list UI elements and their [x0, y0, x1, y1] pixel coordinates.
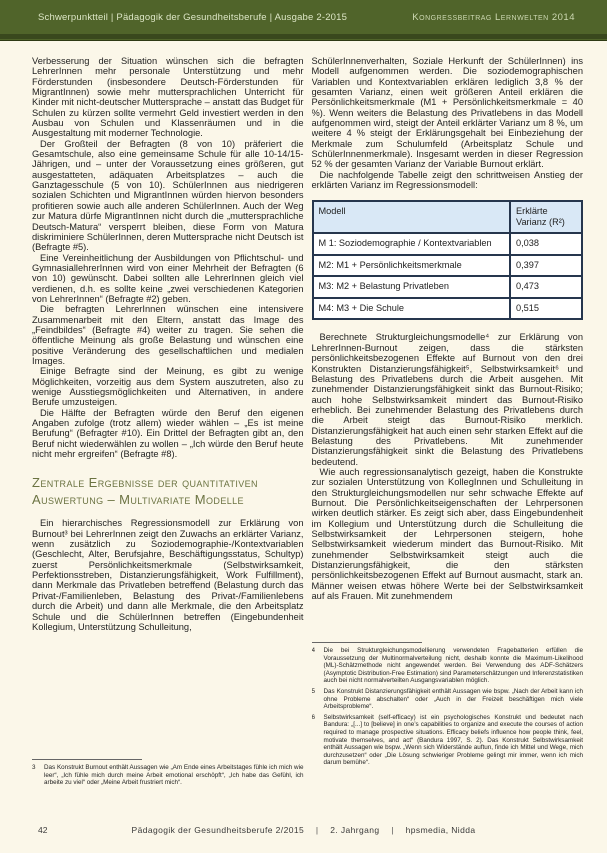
paragraph: SchülerInnenverhalten, Soziale Herkunft der SchülerInnen) ins Modell aufgenommen werden. Die soziodemographischen Variablen und Kontextvariablen erklären lediglich 3,8 % der gesamten Varianz, einen weit größeren Anteil erklären die Persönlichkeitsmerkmale (M1 + Persönlichkeitsmerkmale = 40 %). Wenn weiters die Belastung des Privatlebens in das Modell aufgenommen wird, steigt der Anteil erklärter Varianz um 8 %, um weitere 4 % steigt der Erklärungsgehalt bei Einbeziehung der Merkmale zum Schulumfeld (Arbeitsplatz Schule und SchülerInnenmerkmale). Insgesamt werden in dieser Regression 52 % der gesamten Varianz der Variable Burnout erklärt. — [311, 56, 583, 170]
footer-separator: | — [315, 825, 319, 835]
footnote-number: 6 — [311, 713, 316, 721]
table-cell-r2: 0,038 — [510, 233, 582, 255]
footnotes-right — [312, 642, 584, 770]
table-row — [313, 276, 583, 298]
section-heading: Zentrale Ergebnisse der quantitativen Auswertung – Multivariate Modelle — [32, 475, 258, 508]
variance-table — [312, 200, 584, 320]
footnote-number: 3 — [32, 764, 36, 771]
footer-publisher: hpsmedia, Nidda — [405, 825, 476, 835]
footnote-text: Selbstwirksamkeit (self-efficacy) ist ein psychologisches Konstrukt und bedeutet nach Bandura: „[...] to [believe] in one’s capabilities to organize and execute the courses of action required to manage prospective situations. Efficacy beliefs influence how people think, feel, motivate themselves, and act“ (Bandura 1997, S. 2). Das Konstrukt Selbstwirksamkeit enthält Aussagen wie bspw. „Wenn sich Widerstände auftun, finde ich Mittel und Wege, mich durchzusetzen“ oder „Die Lösung schwieriger Probleme gelingt mir immer, wenn ich mich darum bemühe“. — [323, 713, 583, 767]
paragraph: Wie auch regressionsanalytisch gezeigt, haben die Konstrukte zur sozialen Unterstützung von KollegInnen und Schulleitung in den Strukturgleichungsmodellen nur sehr schwache Effekte auf Burnout. Die Persönlichkeitseigenschaften der Lehrpersonen wirken deutlich stärker. Es zeigt sich aber, dass Eingebundenheit im Kollegium und Unterstützung durch die Schulleitung die Selbstwirksamkeit der Lehrpersonen steigern, hohe Selbstwirksamkeit wiederum mindert das Burnout-Risiko. Mit zunehmender Selbstwirksamkeit steigt auch die Distanzierungsfähigkeit, die den stärksten persönlichkeitsbezogenen Effekt auf Burnout ausmacht, stark an. Männer weisen etwas höhere Werte bei der Selbstwirksamkeit auf als Frauen. Mit zunehmendem — [311, 466, 583, 602]
table-header-model: Modell — [313, 201, 511, 233]
right-column — [312, 56, 584, 817]
page-footer — [0, 825, 607, 837]
footnote — [32, 764, 304, 787]
footer-separator: | — [391, 825, 394, 835]
header-congress-tag: Kongressbeitrag Lernwelten 2014 — [412, 12, 575, 23]
paragraph: Eine Vereinheitlichung der Ausbildungen von Pflichtschul- und GymnasiallehrerInnen wird von einer Mehrheit der Befragten (6 von 10) gewünscht. Dabei sollten alle LehrerInnen gleich viel verdienen, d.h. es sollte keine „zwei verschiedenen Kategorien von LehrerInnen“ (Befragte #2) geben. — [32, 252, 304, 304]
footnote-separator-rule — [312, 642, 422, 643]
article-body — [32, 56, 583, 817]
table-header-row — [313, 201, 583, 233]
table-row — [313, 255, 583, 277]
footnote — [312, 714, 584, 767]
table-row — [313, 298, 583, 320]
footer-journal-title: Pädagogik der Gesundheitsberufe 2/2015 — [131, 825, 305, 835]
paragraph: Die Hälfte der Befragten würde den Beruf den eigenen Angaben zufolge (trotz allem) wieder wählen – „Es ist meine Berufung“ (Befragter #10). Ein Drittel der Befragten gibt an, den Beruf nicht wiederwählen zu wollen – „Ich würde den Beruf heute nicht mehr ergreifen“ (Befragte #8). — [32, 407, 304, 460]
table-cell-model: M2: M1 + Persönlichkeitsmerkmale — [313, 255, 511, 277]
table-cell-model: M 1: Soziodemographie / Kontextvariablen — [313, 233, 511, 255]
paragraph: Verbesserung der Situation wünschen sich die befragten LehrerInnen mehr personale Unterstützung und mehr Förderstunden (insbesondere Deutsch-Förderstunden für MigrantInnen) sowie mehr muttersprachlichen Unterricht für Kinder mit nicht-deutscher Muttersprache – anstatt das Budget für Schulen zu kürzen sollte vermehrt Geld investiert werden in den Ausbau von Schulen und Klassenräumen und in die Ausgestaltung mit moderner Technologie. — [32, 56, 304, 139]
footer-volume: 2. Jahrgang — [330, 825, 380, 835]
paragraph: Die befragten LehrerInnen wünschen eine intensivere Zusammenarbeit mit den Eltern, anstatt das Image des „Feindbildes“ (Befragte #4) weiter zu tragen. Sie sehen die öffentliche Meinung als große Belastung und wünschen eine positive Veränderung des gesellschaftlichen und medialen Images. — [32, 304, 304, 366]
paragraph: Der Großteil der Befragten (8 von 10) präferiert die Gesamtschule, also eine gemeinsame Schule für alle 10-14/15-Jährigen, und – unter der Voraussetzung eines größeren, gut ausgestatteten, adäquaten Arbeitsplatzes – auch die Ganztagesschule (5 von 10). SchülerInnen aus niedrigeren sozialen Schichten und MigrantInnen würden hiervon besonders profitieren sowie auch alle anderen SchülerInnen. Auch der Weg zur Matura dürfe MigrantInnen nicht durch die „muttersprachliche Deutsch-Matura“ versperrt bleiben, diese Form von Matura diskriminiere SchülerInnen, deren Muttersprache nicht Deutsch ist (Befragte #5). — [32, 138, 304, 253]
page-header-bar — [0, 0, 607, 41]
footnote-text: Das Konstrukt Burnout enthält Aussagen wie „Am Ende eines Arbeitstages fühle ich mich wie leer“, „Ich fühle mich durch meine Arbeit emotional erschöpft“, „Ich habe das Gefühl, ich arbeite zu viel“ oder „Meine Arbeit frustriert mich“. — [44, 764, 304, 787]
footnote-number: 5 — [311, 687, 316, 695]
table-cell-r2: 0,515 — [510, 298, 582, 320]
left-column — [32, 56, 304, 817]
footnote-separator-rule — [32, 759, 142, 760]
footnote — [312, 688, 584, 711]
footnote-text: Das Konstrukt Distanzierungsfähigkeit enthält Aussagen wie bspw. „Nach der Arbeit kann ich ohne Probleme abschalten“ oder „Auch in der Freizeit beschäftigen mich viele Arbeitsprobleme“. — [323, 687, 583, 711]
page-number: 42 — [38, 825, 48, 835]
table-cell-model: M4: M3 + Die Schule — [313, 298, 511, 320]
table-cell-r2: 0,473 — [510, 276, 582, 298]
paragraph: Berechnete Strukturgleichungsmodelle⁴ zur Erklärung von LehrerInnen-Burnout zeigen, dass die stärksten persönlichkeitsbezogenen Effekte auf Burnout von den drei Konstrukten Distanzierungsfähigkeit⁵, Selbstwirksamkeit⁶ und Belastung des Privatlebens durch die Arbeit ausgehen. Mit zunehmender Distanzierungsfähigkeit sinkt das Burnout-Risiko; auch hohe Selbstwirksamkeit mindert das Burnout-Risiko erheblich. Bei zunehmender Belastung des Privatlebens durch die Arbeit steigt das Burnout-Risiko merklich. Distanzierungsfähigkeit hat auch einen sehr starken Effekt auf die Belastung des Privatlebens. Mit zunehmender Distanzierungsfähigkeit sinkt die Belastung des Privatlebens bedeutend. — [311, 332, 583, 467]
footnote-number: 4 — [311, 647, 316, 654]
header-breadcrumb: Schwerpunktteil | Pädagogik der Gesundheitsberufe | Ausgabe 2-2015 — [38, 12, 348, 23]
paragraph: Einige Befragte sind der Meinung, es gibt zu wenige Möglichkeiten, vorzeitig aus dem System auszutreten, also zu wenige Ausstiegsmöglichkeiten und Alternativen, in andere Berufe umzusteigen. — [32, 366, 304, 408]
footnote-text: Die bei Strukturgleichungsmodellierung verwendeten Fragebatterien erfüllen die Voraussetzung der Multinormalverteilung nicht, deshalb konnte die Maximum-Likelihood (ML)-Schätzmethode nicht angewendet werden. Bei Verwendung des ADF-Schätzers (Asymptotic Distribution-Free Estimation) sind Parameterschätzungen und Inferenzstatistiken auch bei nicht normalverteilten Ausgangsvariablen möglich. — [323, 647, 583, 685]
table-cell-r2: 0,397 — [510, 255, 582, 277]
paragraph: Ein hierarchisches Regressionsmodell zur Erklärung von Burnout³ bei LehrerInnen zeigt den Zuwachs an erklärter Varianz, wenn zusätzlich zu Soziodemographie-/Kontextvariablen (Geschlecht, Alter, Berufsjahre, Beschäftigungsstatus, Schultyp) zuerst Persönlichkeitsmerkmale (Selbstwirksamkeit, Perfektionsstreben, Distanzierungsfähigkeit, Work Fulfillment), dann Merkmale das Privatleben betreffend (Belastung durch das Privat-/Familienleben, Belastung des Privat-/Familienlebens durch die Arbeit) und dann alle Merkmale, die den Arbeitsplatz Schule und die SchülerInnen betreffen (Eingebundenheit Kollegium, Unterstützung Schulleitung, — [32, 518, 304, 632]
footer-journal-line — [0, 825, 607, 835]
footnote — [312, 647, 584, 685]
footnotes-left — [32, 759, 304, 790]
table-header-variance: Erklärte Varianz (R²) — [510, 201, 582, 233]
paragraph: Die nachfolgende Tabelle zeigt den schrittweisen Anstieg der erklärten Varianz im Regressionsmodell: — [311, 169, 583, 191]
table-cell-model: M3: M2 + Belastung Privatleben — [313, 276, 511, 298]
table-row — [313, 233, 583, 255]
